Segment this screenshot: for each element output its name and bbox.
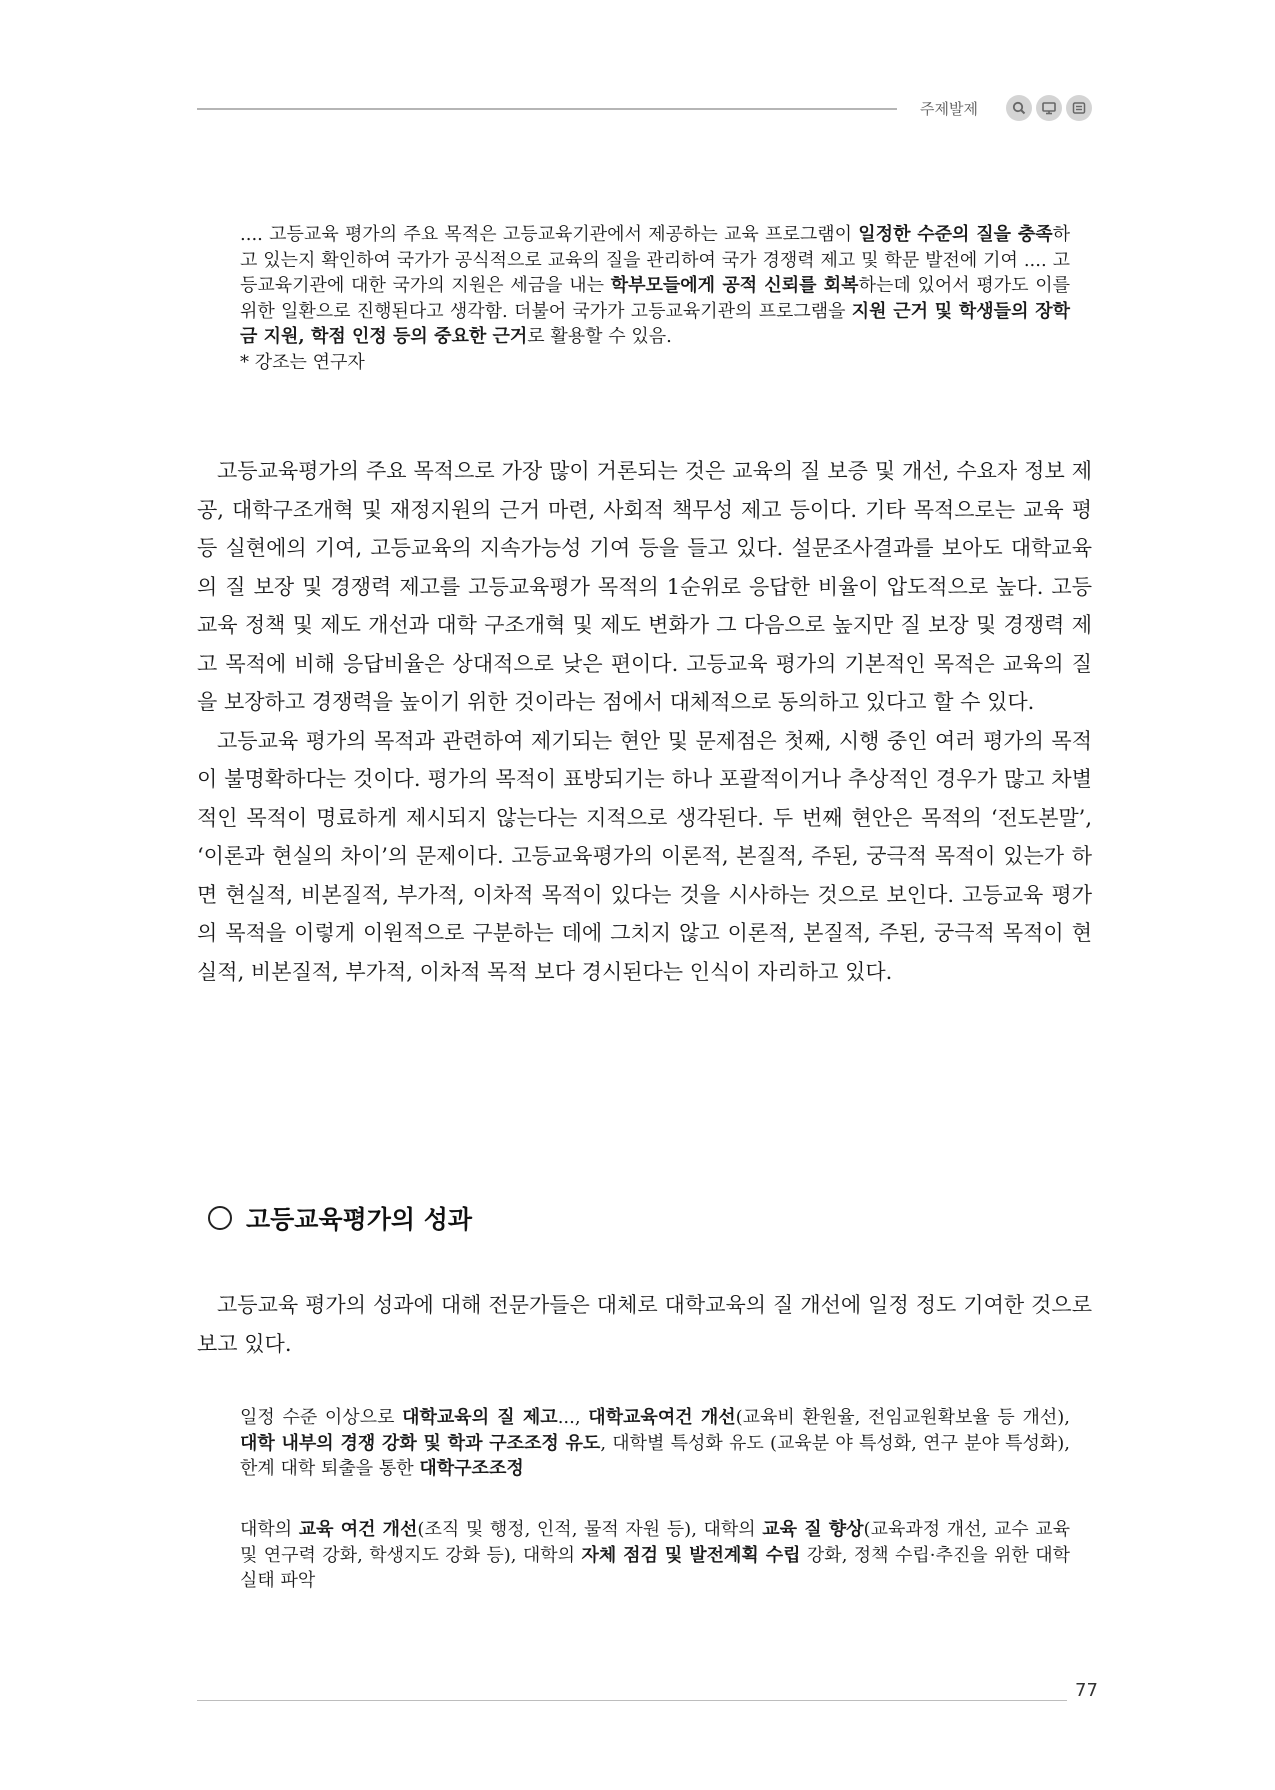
quote-block-2 <box>240 1405 1070 1482</box>
quote-1-emphasis: 지원 근거 및 학생들의 장학금 지원, 학점 인정 등의 중요한 근거 <box>240 300 1070 347</box>
quote-2-text-run: ..., <box>557 1407 589 1428</box>
body-paragraph-1: 고등교육평가의 주요 목적으로 가장 많이 거론되는 것은 교육의 질 보증 및 개선, 수요자 정보 제공, 대학구조개혁 및 재정지원의 근거 마련, 사회적 책무성 제고 등이다. 기타 목적으로는 교육 평등 실현에의 기여, 고등교육의 지속가능성 기여 등을 들고 있다. 설문조사결과를 보아도 대학교육의 질 보장 및 경쟁력 제고를 고등교육평가 목적의 1순위로 응답한 비율이 압도적으로 높다. 고등교육 정책 및 제도 개선과 대학 구조개혁 및 제도 변화가 그 다음으로 높지만 질 보장 및 경쟁력 제고 목적에 비해 응답비율은 상대적으로 낮은 편이다. 고등교육 평가의 기본적인 목적은 교육의 질을 보장하고 경쟁력을 높이기 위한 것이라는 점에서 대체적으로 동의하고 있다고 할 수 있다. <box>197 459 1092 714</box>
quote-block-3 <box>240 1517 1070 1594</box>
quote-1-note: * 강조는 연구자 <box>240 351 365 373</box>
quote-3-text-run: 대학의 <box>240 1519 299 1540</box>
quote-1-emphasis: 일정한 수준의 질을 충족 <box>858 224 1053 245</box>
page-number: 77 <box>1075 1680 1098 1701</box>
quote-2-text <box>240 1405 1070 1482</box>
quote-block-1 <box>240 222 1070 375</box>
body-paragraph-2: 고등교육 평가의 목적과 관련하여 제기되는 현안 및 문제점은 첫째, 시행 중인 여러 평가의 목적이 불명확하다는 것이다. 평가의 목적이 표방되기는 하나 포괄적이거나 추상적인 경우가 많고 차별적인 목적이 명료하게 제시되지 않는다는 지적으로 생각된다. 두 번째 현안은 목적의 ‘전도본말’, ‘이론과 현실의 차이’의 문제이다. 고등교육평가의 이론적, 본질적, 주된, 궁극적 목적이 있는가 하면 현실적, 비본질적, 부가적, 이차적 목적이 있다는 것을 시사하는 것으로 보인다. 고등교육 평가의 목적을 이렇게 이원적으로 구분하는 데에 그치지 않고 이론적, 본질적, 주된, 궁극적 목적이 현실적, 비본질적, 부가적, 이차적 목적 보다 경시된다는 인식이 자리하고 있다. <box>197 728 1092 984</box>
header-icons <box>1006 95 1092 121</box>
body-section-1 <box>197 452 1092 991</box>
quote-1-text-run: 하는데 있어서 평가도 이를 위한 일환으로 진행된다고 생각함. 더불어 국가가 고등교육기관의 프로그램을 <box>240 275 1071 322</box>
header-label: 주제발제 <box>920 100 978 118</box>
quote-3-text-run: (교육과정 개선, 교수 교육 및 연구력 강화, 학생지도 강화 등), 대학의 <box>240 1519 1070 1566</box>
quote-3-text-run: 강화, 정책 수립·추진을 위한 대학 실태 파악 <box>240 1544 1070 1591</box>
header-rule <box>197 108 897 110</box>
quote-3-emphasis: 교육 질 향상 <box>762 1519 864 1540</box>
search-icon <box>1006 95 1032 121</box>
quote-3-emphasis: 자체 점검 및 발전계획 수립 <box>581 1544 801 1566</box>
body-section-2 <box>197 1286 1092 1363</box>
quote-2-text-run: (교육비 환원율, 전임교원확보율 등 개선), <box>735 1407 1070 1428</box>
quote-2-text-run: , 대학별 특성화 유도 (교육분 야 특성화, 연구 분야 특성화), 한계 대학 퇴출을 통한 <box>240 1432 1070 1479</box>
quote-1-text-run: .... 고등교육 평가의 주요 목적은 고등교육기관에서 제공하는 교육 프로그램이 <box>240 224 859 245</box>
quote-2-emphasis: 대학교육의 질 제고 <box>402 1407 558 1428</box>
section-title: 고등교육평가의 성과 <box>246 1205 473 1234</box>
circle-bullet-icon <box>208 1206 232 1230</box>
quote-2-emphasis: 대학구조조정 <box>419 1458 524 1479</box>
quote-3-text-run: (조직 및 행정, 인적, 물적 자원 등), 대학의 <box>417 1519 763 1540</box>
quote-2-text-run: 일정 수준 이상으로 <box>240 1407 403 1428</box>
quote-2-emphasis: 대학교육여건 개선 <box>588 1407 736 1428</box>
quote-1-text-run: 하고 있는지 확인하여 국가가 공식적으로 교육의 질을 관리하여 국가 경쟁력 제고 및 학문 발전에 기여 .... 고등교육기관에 대한 국가의 지원은 세금을 내는 <box>240 224 1070 296</box>
quote-1-emphasis: 학부모들에게 공적 신뢰를 회복 <box>610 275 859 296</box>
quote-1-text-run: 로 활용할 수 있음. <box>527 326 672 347</box>
list-icon <box>1066 95 1092 121</box>
quote-3-emphasis: 교육 여건 개선 <box>298 1519 418 1540</box>
section-heading <box>208 1200 472 1236</box>
quote-2-emphasis: 대학 내부의 경쟁 강화 및 학과 구조조정 유도 <box>240 1432 601 1454</box>
body-paragraph-3: 고등교육 평가의 성과에 대해 전문가들은 대체로 대학교육의 질 개선에 일정 정도 기여한 것으로 보고 있다. <box>197 1293 1092 1356</box>
quote-1-text <box>240 222 1070 350</box>
footer-rule <box>197 1700 1067 1701</box>
monitor-icon <box>1036 95 1062 121</box>
quote-3-text <box>240 1517 1070 1594</box>
